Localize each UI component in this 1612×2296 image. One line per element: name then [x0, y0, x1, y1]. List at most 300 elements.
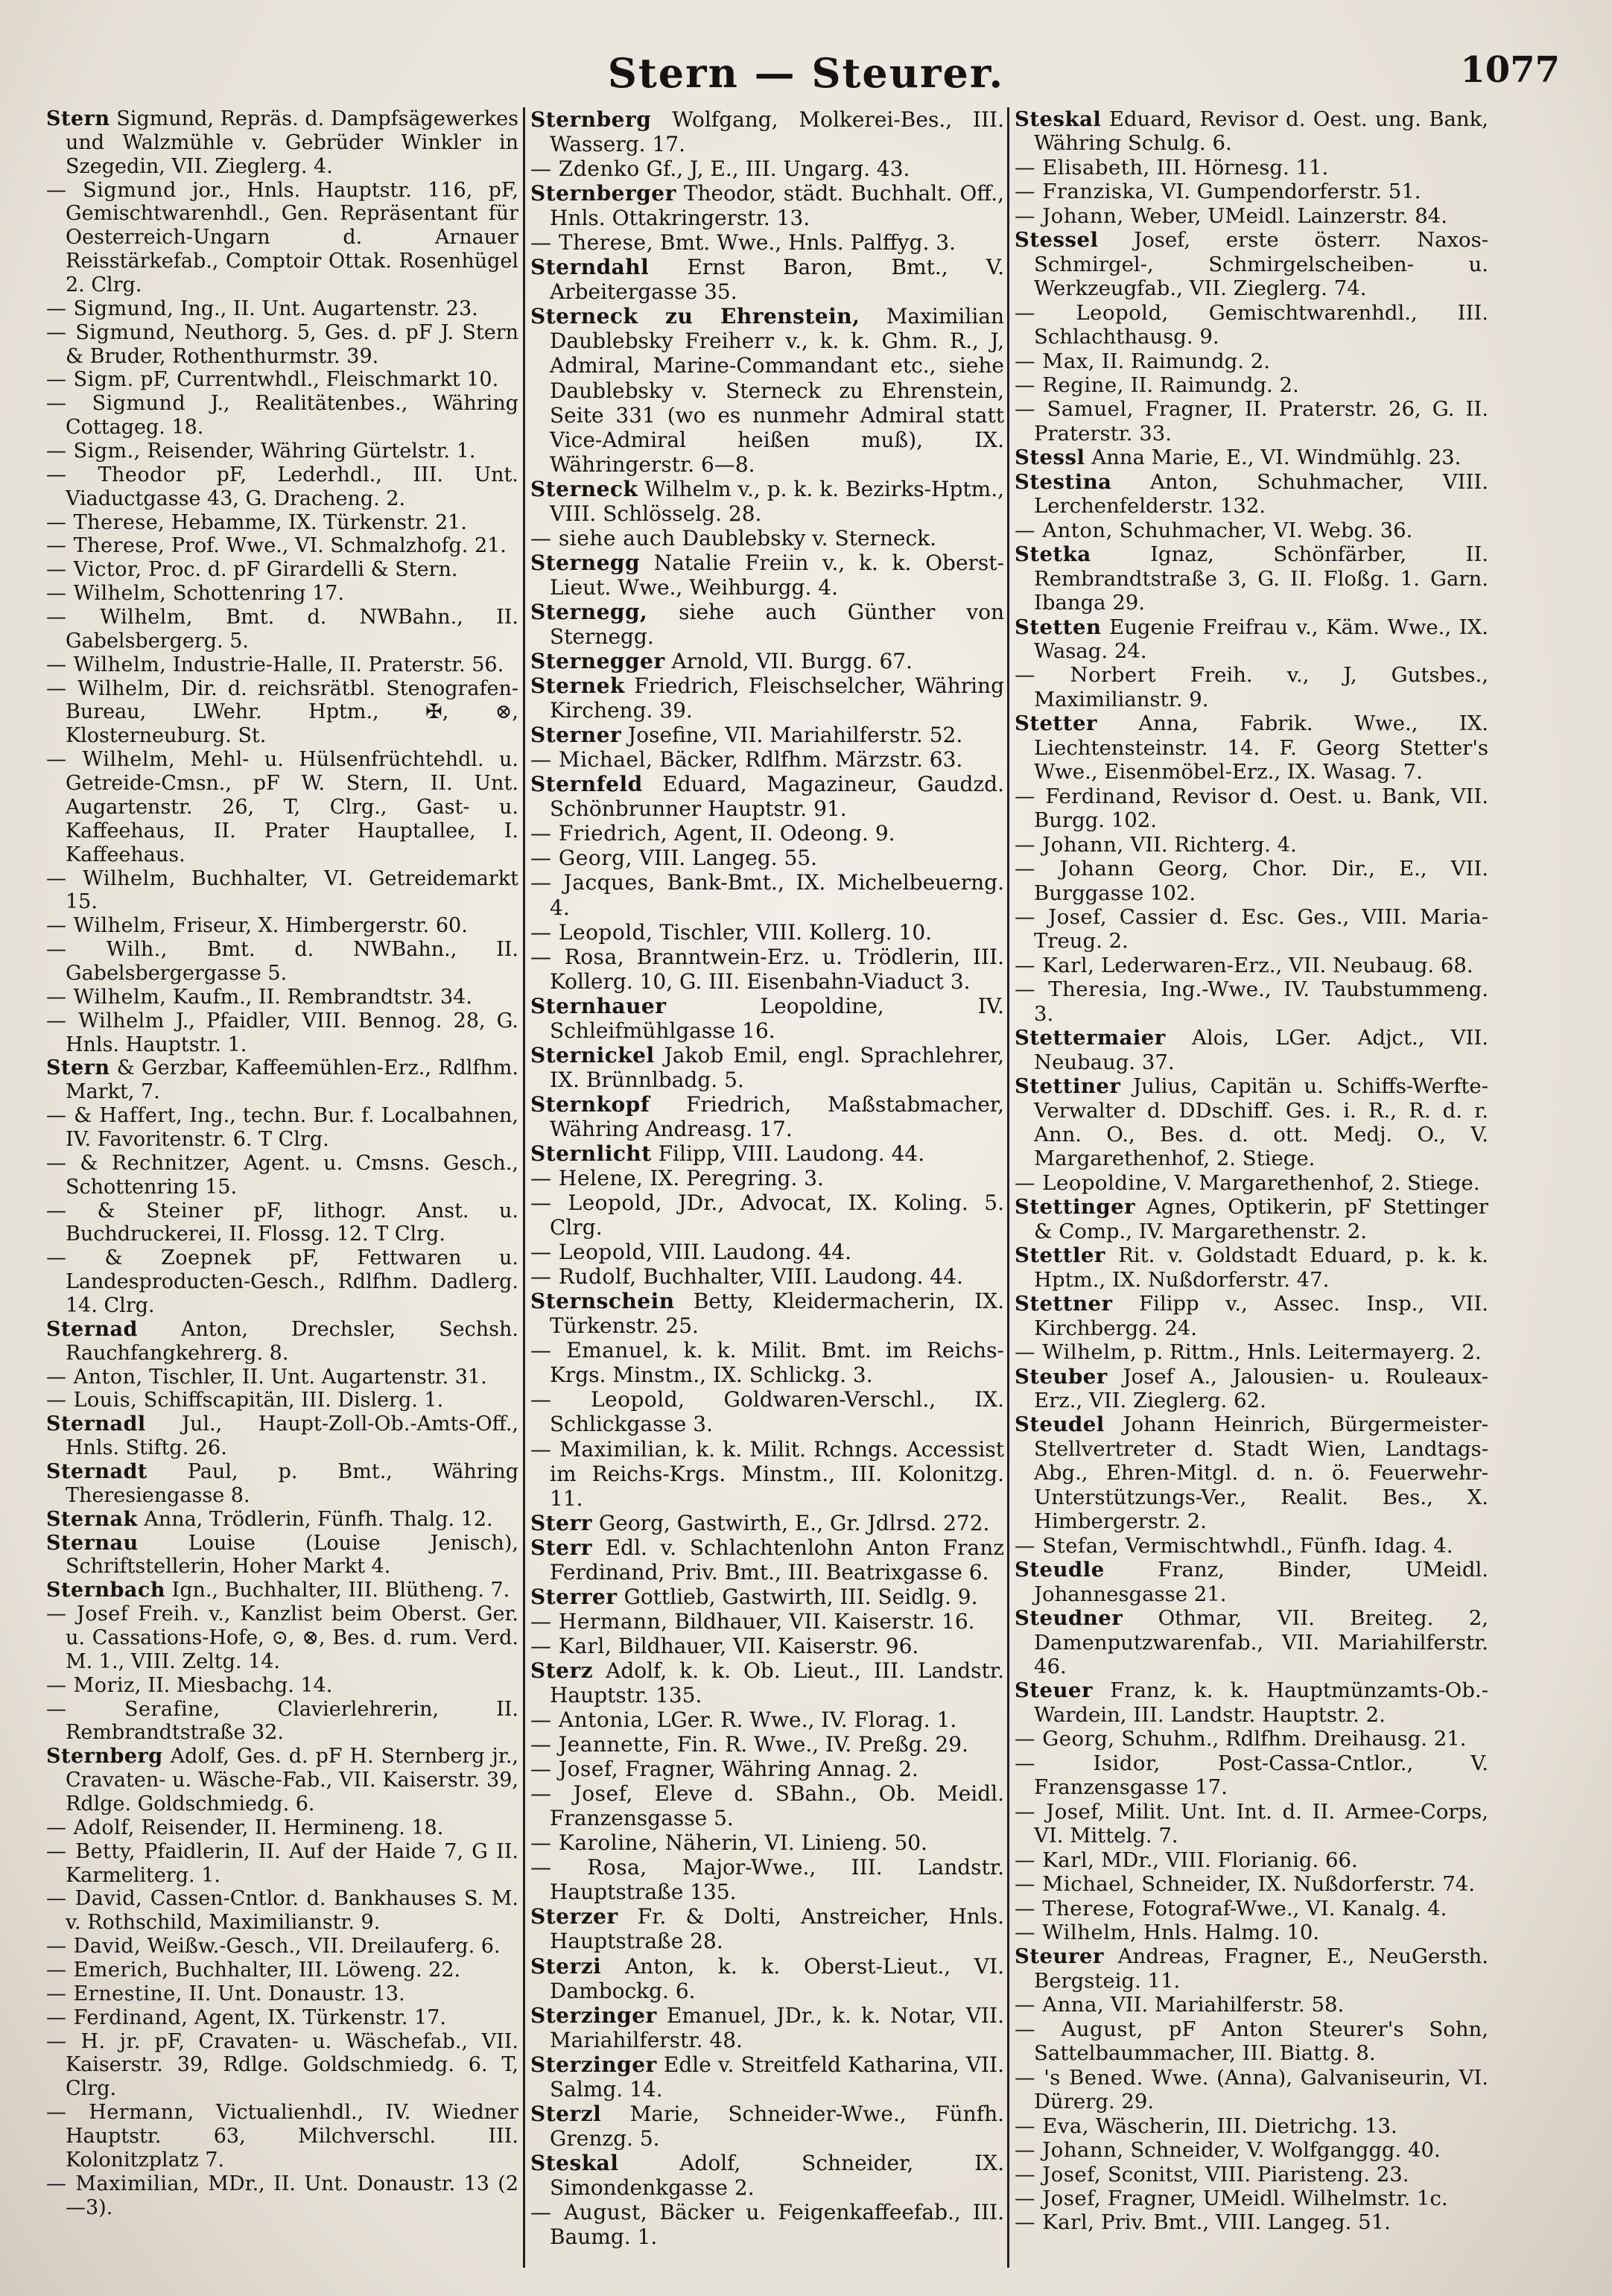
entry-headword: Sterzinger [530, 2002, 657, 2028]
entry-headword: — Franziska, [1015, 180, 1155, 204]
entry-headword: Steudner [1015, 1606, 1123, 1631]
entry-headword: Stetten [1015, 615, 1102, 639]
entry-text: Freih. v., J, Gutsbes., Maximilianstr. 9. [1034, 663, 1488, 711]
entry-text: Tischler, II. Unt. Augartenstr. 31. [142, 1365, 487, 1389]
entry-headword: Steskal [530, 2150, 619, 2175]
directory-entry [1015, 954, 1488, 977]
entry-text: Sconitst, VIII. Piaristeng. 23. [1101, 2162, 1409, 2186]
entry-headword: — Friedrich, [530, 821, 668, 846]
entry-text: Marie, Schneider-Wwe., Fünfh. Grenzg. 5. [550, 2101, 1004, 2151]
entry-headword: Stessel [1015, 228, 1099, 253]
entry-text: Adolf, Schneider, IX. Simondenkgasse 2. [550, 2150, 1004, 2200]
entry-headword: — Sigmund [46, 392, 186, 416]
directory-entry [530, 156, 1004, 181]
directory-entry [530, 551, 1004, 600]
directory-entry [46, 1982, 518, 2006]
entry-headword: — Johann, [1015, 203, 1124, 228]
entry-headword: — & Rechnitzer, [46, 1151, 231, 1175]
entry-text: JDr., Advocat, IX. Koling. 5. Clrg. [550, 1190, 1004, 1240]
entry-headword: — Michael, [1015, 1872, 1135, 1897]
entry-headword: — Wilh., [46, 938, 168, 962]
entry-headword: Sternadt [46, 1459, 147, 1483]
entry-headword: Sterzl [530, 2101, 602, 2126]
entry-text: J., Pfaidler, VIII. Bennog. 28, G. Hnls. Hauptstr. 1. [66, 1009, 518, 1056]
entry-headword: — Wilhelm, [46, 582, 167, 606]
directory-entry [1015, 107, 1488, 156]
directory-entry [46, 179, 518, 297]
entry-headword: — Jacques, [530, 870, 656, 895]
entry-text: Proc. d. pF Girardelli & Stern. [142, 558, 458, 582]
directory-entry [46, 748, 518, 866]
directory-entry [46, 511, 518, 535]
entry-headword: Sternberg [46, 1745, 163, 1769]
entry-text: Anton, k. k. Oberst-Lieut., VI. Dambockg. 6. [550, 1953, 1004, 2003]
directory-entry [46, 440, 518, 463]
entry-text: MDr., VIII. Florianig. 66. [1094, 1848, 1358, 1872]
entry-text: Ign., Buchhalter, III. Blütheng. 7. [165, 1579, 510, 1602]
entry-headword: Steuer [1015, 1678, 1094, 1703]
directory-entry [46, 582, 518, 606]
entry-text: k. k. Milit. Bmt. im Reichs-Krgs. Minstm., IX. Schlickg. 3. [550, 1338, 1004, 1388]
entry-text: Franz, k. k. Hauptmünzamts-Ob.-Wardein, III. Landstr. Hauptstr. 2. [1034, 1678, 1488, 1727]
entry-headword: — 's Bened. [1015, 2065, 1143, 2090]
entry-headword: — Karl, [1015, 953, 1095, 977]
entry-text: Anton, Schuhmacher, VIII. Lerchenfelderstr. 132. [1034, 469, 1488, 518]
entry-text: Othmar, VII. Breiteg. 2, Damenputzwarenfab., VII. Mariahilferstr. 46. [1034, 1606, 1488, 1678]
entry-text: Filipp, VIII. Laudong. 44. [651, 1141, 925, 1166]
entry-headword: — siehe auch [530, 525, 676, 551]
directory-entry [530, 1830, 1004, 1855]
directory-entry [46, 107, 518, 179]
entry-headword: Sterzi [530, 1953, 602, 1979]
entry-headword: — Hermann, [530, 1608, 668, 1634]
entry-headword: — Antonia, [530, 1707, 650, 1733]
entry-text: Anna Marie, E., VI. Windmühlg. 23. [1085, 445, 1462, 470]
entry-headword: — Leopold, [530, 1240, 653, 1265]
entry-headword: — Serafine, [46, 1697, 220, 1721]
entry-text: Schneider, V. Wolfganggg. 40. [1123, 2138, 1441, 2163]
entry-text: Friseur, X. Himbergerstr. 60. [166, 914, 468, 938]
entry-headword: — Josef, [530, 1757, 619, 1782]
directory-entry [530, 1264, 1004, 1289]
entry-headword: Sternad [46, 1317, 138, 1341]
entry-text: pF Anton Steurer's Sohn, Sattelbaummacher, III. Biattg. 8. [1034, 2017, 1488, 2066]
entry-text: Johann Heinrich, Bürgermeister-Stellvertreter d. Stadt Wien, Landtags-Abg., Ehren-Mitgl. d. n. ö. Feuerwehr-Unterstützungs-Ver., Realit. Bes., X. Himbergerstr. 2. [1034, 1412, 1488, 1534]
entry-headword: Sternegg, [530, 599, 648, 624]
directory-entry [530, 1190, 1004, 1240]
entry-headword: — Josef, [530, 1781, 633, 1807]
entry-headword: — Betty, [46, 1839, 136, 1863]
entry-text: LGer. R. Wwe., IV. Florag. 1. [650, 1707, 957, 1733]
entry-headword: — Josef [46, 1602, 129, 1626]
entry-text: Fragner, UMeidl. Wilhelmstr. 1c. [1101, 2186, 1448, 2210]
entry-text: Sigmund, Repräs. d. Dampfsägewerkes und Walzmühle v. Gebrüder Winkler in Szegedin, VII. Zieglerg. 4. [66, 107, 518, 178]
directory-entry [530, 1855, 1004, 1904]
directory-entry [1015, 1897, 1488, 1921]
directory-entry [1015, 2114, 1488, 2138]
directory-entry [1015, 204, 1488, 228]
directory-entry [530, 1954, 1004, 2003]
entry-text: Freih. v., Kanzlist beim Oberst. Ger. u. Cassations-Hofe, ⊙, ⊗, Bes. d. rum. Verd. M. 1., VIII. Zeltg. 14. [66, 1602, 518, 1673]
entry-text: Maximilian Daublebsky Freiherr v., k. k. Ghm. R., J, Admiral, Marine-Commandant etc., siehe Daublebsky v. Sterneck zu Ehrenstein, Seite 331 (wo es nunmehr Admiral statt Vice-Admiral heißen muß), IX. Währingerstr. 6—8. [550, 304, 1004, 477]
entry-text: VIII. Langeg. 55. [632, 846, 818, 871]
directory-entry [530, 1757, 1004, 1781]
entry-text: Josef, erste österr. Naxos-Schmirgel-, Schmirgelscheiben- u. Werkzeugfab., VII. Zieglerg. 74. [1034, 228, 1488, 301]
entry-headword: Sternfeld [530, 772, 643, 797]
directory-entry [46, 1412, 518, 1460]
directory-entry [1015, 833, 1488, 857]
directory-entry [46, 1009, 518, 1057]
directory-entry [1015, 977, 1488, 1026]
entry-text: Hebamme, IX. Türkenstr. 21. [165, 510, 467, 534]
entry-headword: Stettinger [1015, 1195, 1136, 1220]
entry-headword: — Michael, [530, 747, 653, 773]
entry-text: Bildhauer, VII. Kaiserstr. 96. [612, 1633, 919, 1658]
entry-text: Bmt. d. NWBahn., II. Gabelsbergerg. 5. [66, 606, 518, 653]
directory-entry [46, 1152, 518, 1199]
entry-headword: — Victor, [46, 558, 142, 582]
entry-text: Clavierlehrerin, II. Rembrandtstraße 32. [66, 1697, 518, 1745]
entry-headword: Sternickel [530, 1042, 655, 1068]
entry-headword: — Josef, [1015, 2186, 1102, 2210]
entry-text: Priv. Bmt., VIII. Langeg. 51. [1094, 2210, 1391, 2235]
entry-headword: — & Steiner [46, 1199, 223, 1222]
entry-text: Theodor, städt. Buchhalt. Off., Hnls. Ottakringerstr. 13. [550, 181, 1004, 231]
entry-text: Mehl- u. Hülsenfrüchtehdl. u. Getreide-Cmsn., pF W. Stern, II. Unt. Augartenstr. 26, T, Clrg., Gast- u. Kaffeehaus, II. Prater Hauptallee, I. Kaffeehaus. [66, 748, 518, 866]
entry-headword: — Wilhelm, [46, 676, 171, 700]
entry-text: Friedrich, Fleischselcher, Währing Kircheng. 39. [550, 673, 1004, 723]
entry-text: Franz, Binder, UMeidl. Johannesgasse 21. [1034, 1558, 1488, 1606]
entry-text: Buchhalter, VIII. Laudong. 44. [636, 1264, 963, 1290]
entry-text: Buchhalter, III. Löweng. 22. [168, 1959, 461, 1982]
entry-headword: — Eva, [1015, 2113, 1089, 2138]
entry-headword: — Max, [1015, 349, 1096, 373]
entry-text: Kaufm., II. Rembrandtstr. 34. [166, 985, 472, 1009]
entry-text: Agent, IX. Türkenstr. 17. [188, 2005, 446, 2029]
entry-headword: Steuber [1015, 1364, 1108, 1389]
entry-text: II. Raimundg. 2. [1123, 372, 1299, 397]
entry-text: Leopoldine, IV. Schleifmühlgasse 16. [550, 993, 1004, 1043]
directory-entry [1015, 615, 1488, 664]
directory-entry [530, 1904, 1004, 1953]
entry-headword: Sterndahl [530, 255, 650, 280]
directory-entry [1015, 156, 1488, 180]
entry-text: II. Miesbachg. 14. [141, 1673, 333, 1697]
entry-text: Jakob Emil, engl. Sprachlehrer, IX. Brünnlbadg. 5. [550, 1042, 1004, 1092]
directory-entry [530, 2200, 1004, 2249]
directory-entry [530, 1732, 1004, 1757]
entry-headword: — Norbert [1015, 663, 1156, 688]
directory-entry [1015, 1872, 1488, 1896]
entry-text: Arnold, VII. Burgg. 67. [664, 649, 913, 674]
entry-headword: Stern [46, 107, 110, 130]
entry-text: Buchhalter, VI. Getreidemarkt 15. [66, 866, 518, 914]
directory-entry [530, 772, 1004, 821]
entry-headword: — Wilhelm, [46, 748, 176, 772]
directory-entry [1015, 711, 1488, 784]
entry-text: Louise (Louise Jenisch), Schriftstellerin, Hoher Markt 4. [66, 1531, 518, 1579]
entry-headword: Stern [46, 1056, 110, 1080]
directory-entry [1015, 1534, 1488, 1558]
entry-headword: — Leopold, [1015, 300, 1169, 325]
entry-text: Agent. u. Cmsns. Gesch., Schottenring 15. [66, 1151, 518, 1199]
entry-text: Hnls. Halmg. 10. [1137, 1920, 1320, 1944]
entry-headword: — Moriz, [46, 1673, 142, 1697]
directory-entry [1015, 1026, 1488, 1074]
entry-headword: Sternkopf [530, 1091, 650, 1117]
entry-headword: Sternlicht [530, 1141, 652, 1166]
directory-entry [530, 1634, 1004, 1658]
entry-text: Bmt. Wwe., Hnls. Palffyg. 3. [653, 230, 956, 256]
entry-headword: — & Zoepnek [46, 1246, 252, 1270]
entry-text: IX. Peregring. 3. [643, 1166, 824, 1191]
directory-entry [1015, 1944, 1488, 1993]
entry-text: jor., Hnls. Hauptstr. 116, pF, Gemischtwarenhdl., Gen. Repräsentant für Oesterreich-Ungarn d. Arnauer Reisstärkefab., Comptoir Ottak. Rosenhügel 2. Clrg. [66, 178, 518, 297]
entry-headword: — H. jr. [46, 2029, 142, 2053]
entry-headword: — Samuel, [1015, 397, 1134, 422]
entry-text: Cassier d. Esc. Ges., VIII. Maria-Treug. 2. [1034, 904, 1488, 954]
entry-text: Wwe. (Anna), Galvaniseurin, VI. Dürerg. 29. [1034, 2065, 1488, 2114]
directory-entry [1015, 1074, 1488, 1171]
entry-headword: — Ferdinand, [1015, 784, 1162, 808]
directory-entry [530, 846, 1004, 870]
entry-text: Schneider, IX. Nußdorferstr. 74. [1135, 1872, 1475, 1897]
entry-text: Cassen-Cntlor. d. Bankhauses S. M. v. Rothschild, Maximilianstr. 9. [66, 1887, 518, 1935]
entry-headword: — Therese, [530, 230, 653, 256]
entry-text: Neuthorg. 5, Ges. d. pF J. Stern & Bruder, Rothenthurmstr. 39. [66, 320, 518, 368]
directory-entry [530, 673, 1004, 723]
entry-headword: — Josef, [1015, 904, 1108, 929]
entry-headword: — Wilhelm, [46, 985, 167, 1009]
directory-entry [46, 2101, 518, 2172]
directory-entry [46, 1366, 518, 1389]
entry-headword: Stestina [1015, 469, 1112, 494]
entry-text: Bäcker u. Feigenkaffeefab., III. Baumg. 1. [550, 2199, 1004, 2250]
directory-entry [46, 1460, 518, 1508]
directory-entry [46, 1579, 518, 1602]
directory-entry [530, 230, 1004, 255]
entry-headword: — Leopold, [530, 1190, 663, 1216]
entry-headword: — Elisabeth, [1015, 155, 1150, 180]
entry-headword: — August, [1015, 2017, 1143, 2041]
directory-entry [46, 2006, 518, 2030]
entry-text: Wolfgang, Molkerei-Bes., III. Wasserg. 17. [550, 107, 1004, 157]
directory-entry [530, 920, 1004, 945]
directory-entry [1015, 1195, 1488, 1243]
directory-entry [530, 821, 1004, 846]
directory-entry [1015, 1727, 1488, 1751]
directory-entry [46, 1389, 518, 1412]
directory-entry [1015, 373, 1488, 397]
entry-headword: — Ernestine, [46, 1982, 183, 2005]
entry-headword: Sternberg [530, 107, 652, 132]
entry-text: Weißw.-Gesch., VII. Dreilauferg. 6. [141, 1935, 501, 1959]
entry-text: Fin. R. Wwe., IV. Preßg. 29. [670, 1732, 968, 1757]
entry-text: Georg, Chor. Dir., E., VII. Burggasse 102. [1034, 857, 1488, 905]
entry-headword: — Sigmund [46, 178, 177, 202]
column-divider [1007, 107, 1009, 2268]
entry-text: Schottenring 17. [166, 582, 344, 606]
entry-headword: — Helene, [530, 1166, 644, 1191]
entry-text: Reisender, Währing Gürtelstr. 1. [140, 440, 476, 463]
entry-headword: — Rosa, [530, 944, 625, 969]
entry-headword: — Anton, [1015, 518, 1113, 542]
entry-headword: Sternberger [530, 181, 676, 206]
entry-headword: — Sigm., [46, 440, 141, 463]
entry-text: Adolf, k. k. Ob. Lieut., III. Landstr. Hauptstr. 135. [550, 1658, 1004, 1707]
directory-entry [46, 1056, 518, 1104]
entry-text: VIII. Laudong. 44. [653, 1240, 851, 1265]
entry-headword: — Anna, [1015, 1993, 1105, 2017]
entry-headword: Steurer [1015, 1944, 1105, 1969]
entry-headword: Sterneck [530, 476, 638, 501]
entry-headword: Sternegger [530, 649, 665, 674]
entry-headword: — Johann, [1015, 832, 1124, 857]
column-divider [523, 107, 525, 2268]
entry-headword: Sterzer [530, 1904, 618, 1929]
directory-entry [1015, 2017, 1488, 2066]
entry-headword: Sterr [530, 1510, 592, 1535]
entry-text: Fragner, II. Praterstr. 26, G. II. Praterstr. 33. [1034, 397, 1488, 445]
entry-headword: Stettler [1015, 1243, 1105, 1268]
directory-entry [46, 2030, 518, 2102]
entry-headword: Stetter [1015, 711, 1097, 736]
directory-entry [530, 1338, 1004, 1387]
entry-text: Industrie-Halle, II. Praterstr. 56. [166, 653, 504, 676]
entry-headword: Sterr [530, 1535, 592, 1560]
entry-headword: Steudel [1015, 1412, 1105, 1437]
directory-entry [530, 1092, 1004, 1141]
directory-entry [46, 1104, 518, 1152]
directory-entry [530, 1437, 1004, 1511]
entry-headword: — Georg, [530, 846, 632, 871]
column-2 [530, 107, 1004, 2268]
directory-entry [46, 1508, 518, 1532]
entry-headword: — Isidor, [1015, 1751, 1161, 1775]
entry-headword: — Wilhelm [46, 1009, 165, 1033]
directory-entry [530, 1707, 1004, 1732]
entry-headword: — Wilhelm, [46, 914, 167, 938]
directory-entry [1015, 784, 1488, 833]
entry-text: Fragner, Währing Annag. 2. [618, 1757, 918, 1782]
directory-entry [530, 1240, 1004, 1264]
entry-text: Gemischtwarenhdl., III. Schlachthausg. 9. [1034, 300, 1488, 349]
entry-headword: — David, [46, 1887, 143, 1911]
entry-headword: — Johann [1015, 857, 1135, 881]
entry-headword: — Maximilian, [530, 1436, 688, 1462]
directory-entry [530, 600, 1004, 649]
entry-text: Betty, Kleidermacherin, IX. Türkenstr. 25. [550, 1289, 1004, 1339]
directory-entry [1015, 445, 1488, 469]
entry-headword: Sternadl [46, 1412, 146, 1436]
entry-headword: Stetka [1015, 542, 1091, 567]
entry-text: Daublebsky v. Sterneck. [675, 525, 937, 551]
directory-entry [46, 606, 518, 653]
entry-text: Jul., Haupt-Zoll-Ob.-Amts-Off., Hnls. Stiftg. 26. [66, 1412, 518, 1460]
entry-text: Julius, Capitän u. Schiffs-Werfte-Verwalter d. DDschiff. Ges. i. R., R. d. r. Ann. O., Bes. d. ott. Medj. O., V. Margarethenhof, 2. Stiege. [1034, 1074, 1488, 1171]
directory-entry [530, 107, 1004, 156]
directory-entry [1015, 542, 1488, 615]
entry-headword: — Emerich, [46, 1959, 169, 1982]
directory-entry [46, 1532, 518, 1579]
entry-text: Tischler, VIII. Kollerg. 10. [653, 919, 933, 945]
directory-entry [530, 304, 1004, 476]
entry-headword: — Therese, [46, 510, 165, 534]
directory-entry [46, 1935, 518, 1959]
column-3 [1015, 107, 1488, 2268]
directory-entry [530, 1535, 1004, 1585]
directory-entry [46, 1199, 518, 1247]
entry-headword: — & Haffert, [46, 1104, 183, 1128]
directory-entry [46, 1602, 518, 1674]
directory-entry [46, 368, 518, 392]
entry-text: Lederwaren-Erz., VII. Neubaug. 68. [1094, 953, 1473, 977]
entry-headword: Steskal [1015, 107, 1102, 131]
entry-text: Gf., J, E., III. Ungarg. 43. [639, 156, 910, 182]
entry-text: Filipp v., Assec. Insp., VII. Kirchbergg. 24. [1034, 1292, 1488, 1340]
directory-entry [46, 1318, 518, 1366]
entry-text: Paul, p. Bmt., Währing Theresiengasse 8. [66, 1459, 518, 1507]
entry-headword: — Wilhelm, [1015, 1920, 1137, 1944]
entry-text: Milit. Unt. Int. d. II. Armee-Corps, VI. Mittelg. 7. [1034, 1799, 1488, 1848]
directory-entry [530, 1658, 1004, 1707]
directory-entry [530, 870, 1004, 919]
entry-text: Wäscherin, III. Dietrichg. 13. [1089, 2113, 1397, 2138]
directory-entry [530, 255, 1004, 304]
entry-text: Ignaz, Schönfärber, II. Rembrandtstraße 3, G. II. Floßg. 1. Garn. Ibanga 29. [1034, 542, 1488, 615]
entry-text: Josef A., Jalousien- u. Rouleaux-Erz., VII. Zieglerg. 62. [1034, 1364, 1488, 1413]
entry-text: Weber, UMeidl. Lainzerstr. 84. [1123, 203, 1447, 228]
entry-text: Bmt. d. NWBahn., II. Gabelsbergergasse 5. [66, 938, 518, 985]
entry-headword: — Theodor [46, 463, 186, 486]
entry-text: pF, Fettwaren u. Landesproducten-Gesch., Rdlfhm. Dadlerg. 14. Clrg. [66, 1246, 518, 1317]
directory-entry [530, 2003, 1004, 2052]
directory-entry [46, 986, 518, 1009]
directory-entry [530, 1585, 1004, 1609]
directory-entry [46, 392, 518, 440]
directory-entry [530, 1289, 1004, 1338]
entry-headword: — Adolf, [46, 1815, 135, 1839]
entry-text: V. Margarethenhof, 2. Stiege. [1167, 1170, 1480, 1195]
entry-text: Alois, LGer. Adjct., VII. Neubaug. 37. [1034, 1026, 1488, 1074]
directory-entry [46, 1698, 518, 1745]
entry-headword: Sternak [46, 1507, 138, 1531]
entry-headword: Sterner [530, 723, 622, 748]
directory-entry [530, 2102, 1004, 2151]
entry-text: Vermischtwhdl., Fünfh. Idag. 4. [1118, 1533, 1453, 1558]
directory-entry [1015, 1365, 1488, 1413]
entry-headword: — Sigmund, [46, 296, 174, 320]
entry-text: Ing., II. Unt. Augartenstr. 23. [174, 296, 478, 320]
entry-headword: — August, [530, 2199, 648, 2224]
directory-entry [1015, 2210, 1488, 2234]
entry-text: pF, Currentwhdl., Fleischmarkt 10. [133, 368, 499, 392]
directory-entry [530, 1387, 1004, 1436]
directory-entry [1015, 1292, 1488, 1340]
directory-entry [1015, 349, 1488, 373]
entry-headword: — Hermann, [46, 2101, 194, 2125]
directory-entry [1015, 905, 1488, 954]
entry-text: k. k. Milit. Rchngs. Accessist im Reichs-Krgs. Minstm., III. Kolonitzg. 11. [550, 1436, 1004, 1511]
page-number: 1077 [1460, 49, 1560, 91]
directory-entry [530, 945, 1004, 994]
entry-text: Wilhelm v., p. k. k. Bezirks-Hptm., VIII. Schlösselg. 28. [550, 476, 1004, 526]
directory-entry [1015, 2163, 1488, 2186]
entry-headword: — Karl, [1015, 1848, 1095, 1872]
entry-text: pF, Lederhdl., III. Unt. Viaductgasse 43, G. Dracheng. 2. [66, 463, 518, 510]
entry-text: Adolf, Ges. d. pF H. Sternberg jr., Cravaten- u. Wäsche-Fab., VII. Kaiserstr. 39, Rdlge. Goldschmiedg. 6. [66, 1745, 518, 1816]
directory-entry [46, 867, 518, 915]
